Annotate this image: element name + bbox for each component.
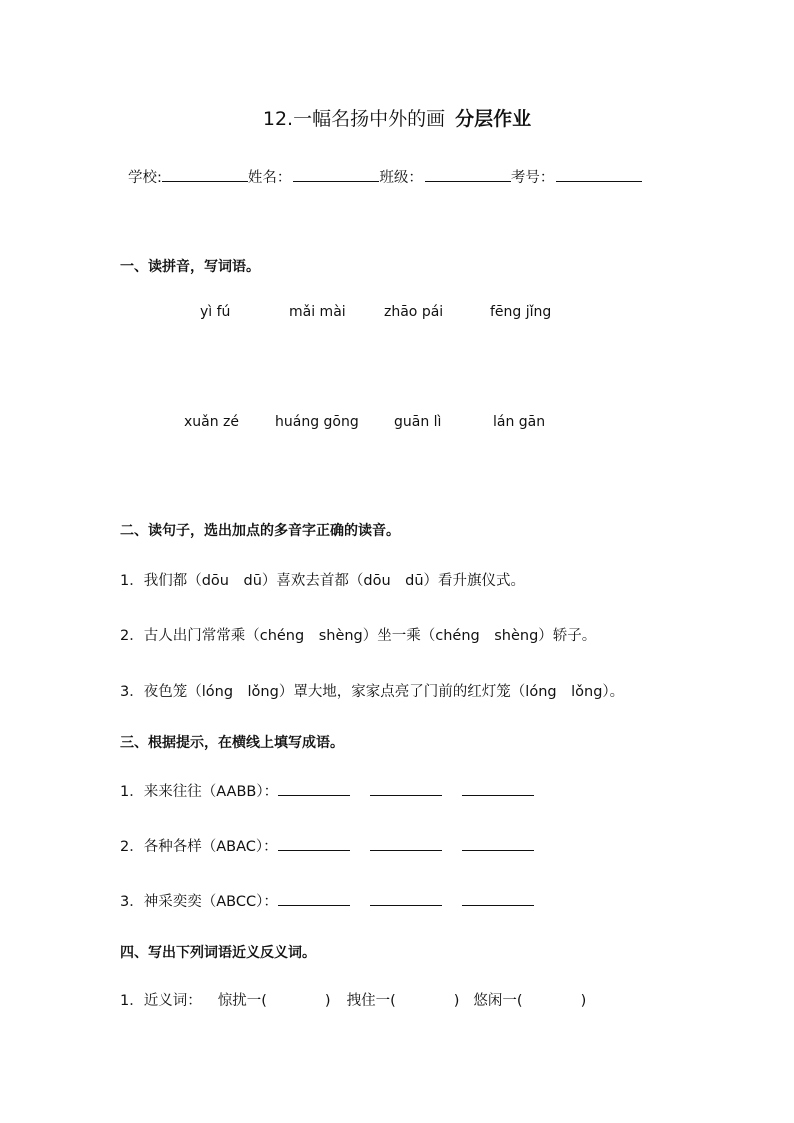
title-sub: 分层作业 bbox=[455, 108, 532, 130]
word-prompt: 拽住一( bbox=[346, 993, 396, 1009]
question-text: 1．来来往往（AABB）： bbox=[120, 784, 279, 800]
number-label: 考号： bbox=[510, 170, 555, 186]
pinyin-item: fēng jǐng bbox=[490, 304, 552, 320]
close-paren: ) bbox=[453, 993, 460, 1009]
question-label: 1．近义词： bbox=[120, 993, 202, 1009]
question-row bbox=[120, 890, 554, 911]
class-blank[interactable] bbox=[425, 167, 511, 182]
pinyin-item: guān lì bbox=[394, 414, 442, 430]
answer-blank[interactable] bbox=[278, 781, 350, 796]
number-blank[interactable] bbox=[556, 167, 642, 182]
close-paren: ) bbox=[324, 993, 331, 1009]
school-label: 学校: bbox=[128, 170, 162, 186]
question-row bbox=[120, 989, 586, 1010]
answer-blank[interactable] bbox=[370, 781, 442, 796]
pinyin-item: huáng gōng bbox=[275, 414, 359, 430]
section-4-heading: 四、写出下列词语近义反义词。 bbox=[120, 945, 316, 961]
pinyin-item: lán gān bbox=[493, 414, 546, 430]
title-main: 12.一幅名扬中外的画 bbox=[262, 108, 446, 130]
section-2-heading: 二、读句子，选出加点的多音字正确的读音。 bbox=[120, 523, 400, 539]
section-3-heading: 三、根据提示，在横线上填写成语。 bbox=[120, 735, 344, 751]
pinyin-item: mǎi mài bbox=[289, 304, 346, 320]
word-prompt: 惊扰一( bbox=[217, 993, 267, 1009]
answer-blank[interactable] bbox=[278, 891, 350, 906]
answer-blank[interactable] bbox=[462, 891, 534, 906]
question-text: 2．各种各样（ABAC）： bbox=[120, 839, 278, 855]
page-title bbox=[0, 104, 794, 131]
question-row bbox=[120, 780, 554, 801]
close-paren: ) bbox=[580, 993, 587, 1009]
answer-blank[interactable] bbox=[462, 781, 534, 796]
class-label: 班级： bbox=[379, 170, 423, 186]
question-row bbox=[120, 835, 554, 856]
name-blank[interactable] bbox=[293, 167, 379, 182]
word-prompt: 悠闲一( bbox=[473, 993, 523, 1009]
question-text: 3．神采奕奕（ABCC）： bbox=[120, 894, 278, 910]
question-text: 1．我们都（dōu dū）喜欢去首都（dōu dū）看升旗仪式。 bbox=[120, 573, 526, 589]
section-1-heading: 一、读拼音，写词语。 bbox=[120, 259, 260, 275]
answer-blank[interactable] bbox=[462, 836, 534, 851]
question-text: 2．古人出门常常乘（chéng shèng）坐一乘（chéng shèng）轿子。 bbox=[120, 628, 597, 644]
student-info-row bbox=[128, 166, 642, 187]
answer-blank[interactable] bbox=[278, 836, 350, 851]
pinyin-item: xuǎn zé bbox=[184, 414, 240, 430]
answer-blank[interactable] bbox=[370, 836, 442, 851]
name-label: 姓名： bbox=[247, 170, 292, 186]
school-blank[interactable] bbox=[162, 167, 248, 182]
pinyin-item: zhāo pái bbox=[384, 304, 444, 320]
pinyin-item: yì fú bbox=[200, 304, 231, 320]
answer-blank[interactable] bbox=[370, 891, 442, 906]
question-text: 3．夜色笼（lóng lǒng）罩大地，家家点亮了门前的红灯笼（lóng lǒng）。 bbox=[120, 684, 625, 700]
